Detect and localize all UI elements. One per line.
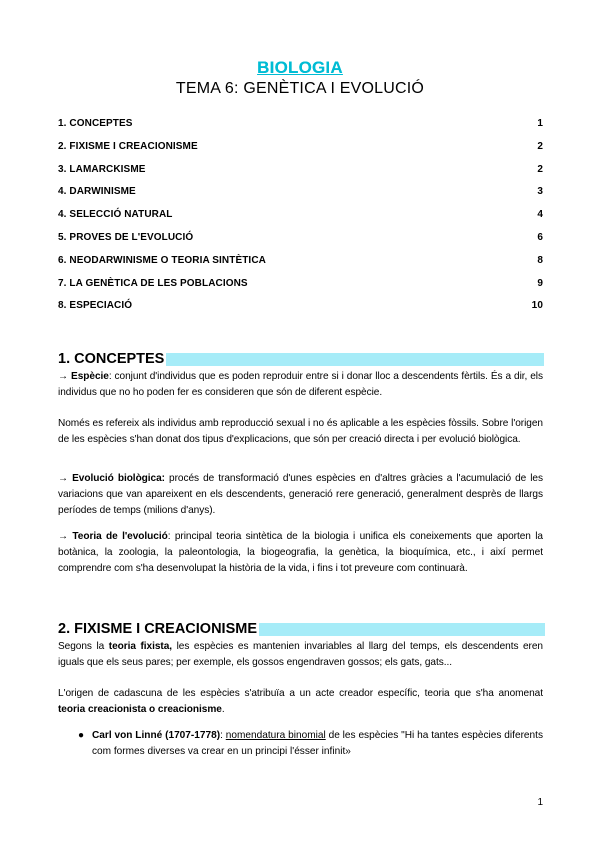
toc-entry[interactable] — [58, 278, 543, 301]
toc-entry-label: 1. CONCEPTES — [58, 118, 133, 129]
term-evolucio-biologica: Evolució biològica: — [72, 473, 165, 484]
paragraph-text: . — [221, 703, 225, 715]
toc-entry-label: 4. SELECCIÓ NATURAL — [58, 209, 173, 221]
paragraph-text: L'origen de cadascuna de les espècies s'atribuïa a un acte creador específic, teoria que s'ha anomenat — [58, 688, 543, 699]
paragraph-teoria-fixista — [58, 639, 543, 671]
section-heading-text: 1. CONCEPTES — [58, 351, 165, 367]
toc-entry-page: 3 — [537, 186, 543, 198]
toc-entry[interactable] — [58, 209, 543, 232]
paragraph-reproduccio — [58, 416, 543, 448]
bullet-dot-icon: ● — [78, 730, 85, 741]
toc-entry-label: 8. ESPECIACIÓ — [58, 300, 133, 312]
paragraph-especie — [58, 369, 543, 401]
toc-entry-page: 2 — [537, 163, 543, 175]
arrow-glyph: → — [58, 371, 72, 382]
toc-entry-page: 1 — [537, 118, 543, 129]
toc-entry-page: 10 — [531, 300, 543, 312]
toc-entry[interactable] — [58, 186, 543, 209]
toc-entry[interactable] — [58, 232, 543, 255]
table-of-contents — [58, 118, 543, 323]
section-heading-conceptes — [58, 352, 544, 366]
heading-highlight-bar — [166, 353, 544, 366]
paragraph-text: Només es refereix als individus amb reproducció sexual i no és aplicable a les espècies fòssils. Sobre l'origen de les espècies s'han donat dos tipus d'explicacions, que són per creació directa i per evolució biològica. — [58, 418, 543, 445]
nomenclatura-link[interactable]: nomendatura binomial — [225, 730, 326, 741]
bullet-name: Carl von Linné (1707-1778) — [92, 730, 221, 741]
document-subtitle: TEMA 6: GENÈTICA I EVOLUCIÓ — [175, 80, 425, 97]
toc-entry-page: 8 — [537, 254, 543, 266]
toc-entry-label: 7. LA GENÈTICA DE LES POBLACIONS — [58, 277, 248, 289]
bullet-text: de les espècies "Hi ha tantes espècies diferents com formes diverses va crear en un principi l'ésser infinit» — [92, 730, 544, 757]
toc-entry-label: 5. PROVES DE L'EVOLUCIÓ — [58, 231, 194, 243]
toc-entry[interactable] — [58, 164, 543, 187]
bullet-item-linne — [78, 728, 543, 760]
toc-entry-page: 4 — [537, 209, 543, 221]
toc-entry-page: 9 — [537, 277, 543, 289]
arrow-glyph: → — [58, 473, 73, 484]
document-title: BIOLOGIA — [257, 58, 343, 77]
toc-entry[interactable] — [58, 118, 543, 141]
paragraph-text: procés de transformació d'unes espècies en d'altres gràcies a l'acumulació de les variacions que van apareixent en els descendents, generació rere generació, generalment desprès de llargs períodes de temps (milions d'anys). — [58, 473, 543, 516]
paragraph-teoria-evolucio — [58, 529, 543, 577]
toc-entry-page: 2 — [537, 140, 543, 152]
term-teoria-fixista: teoria fixista, — [108, 641, 173, 652]
toc-entry-label: 2. FIXISME I CREACIONISME — [58, 140, 198, 152]
heading-highlight-bar — [259, 623, 545, 636]
toc-entry-label: 4. DARWINISME — [58, 186, 136, 198]
paragraph-creacionisme — [58, 686, 543, 718]
section-heading-fixisme — [58, 622, 545, 636]
paragraph-evolucio-biologica — [58, 471, 543, 519]
term-creacionisme: teoria creacionista o creacionisme — [58, 703, 222, 715]
paragraph-text: : conjunt d'individus que es poden reproduir entre si i donar lloc a descendents fèrtils. És a dir, els individus que no ho poden fer es consideren que són de diferent espècie. — [58, 371, 543, 398]
arrow-glyph: → — [58, 531, 73, 542]
toc-entry[interactable] — [58, 255, 543, 278]
toc-entry-label: 6. NEODARWINISME O TEORIA SINTÈTICA — [58, 254, 266, 266]
paragraph-text: Segons la — [58, 641, 109, 652]
term-especie: Espècie — [71, 371, 109, 382]
toc-entry-page: 6 — [537, 231, 543, 243]
toc-entry[interactable] — [58, 141, 543, 164]
page-number: 1 — [537, 797, 543, 808]
bullet-colon: : — [220, 730, 226, 741]
paragraph-text: les espècies es mantenien invariables al llarg del temps, els descendents eren iguals que els seus pares; per exemple, els gossos engendraven gossos; els gats, gats... — [58, 641, 543, 668]
toc-entry-label: 3. LAMARCKISME — [58, 163, 146, 175]
section-heading-text: 2. FIXISME I CREACIONISME — [58, 621, 257, 637]
toc-entry[interactable] — [58, 300, 543, 323]
term-teoria-evolucio: Teoria de l'evolució — [72, 531, 168, 542]
paragraph-text: : principal teoria sintètica de la biologia i unifica els coneixements que aporten la botànica, la zoologia, la paleontologia, la biogeografia, la genètica, la bioquímica, etc., i així permet comprendre com s'ha desenvolupat la història de la vida, i fins i tot preveure com continuarà. — [58, 531, 543, 574]
